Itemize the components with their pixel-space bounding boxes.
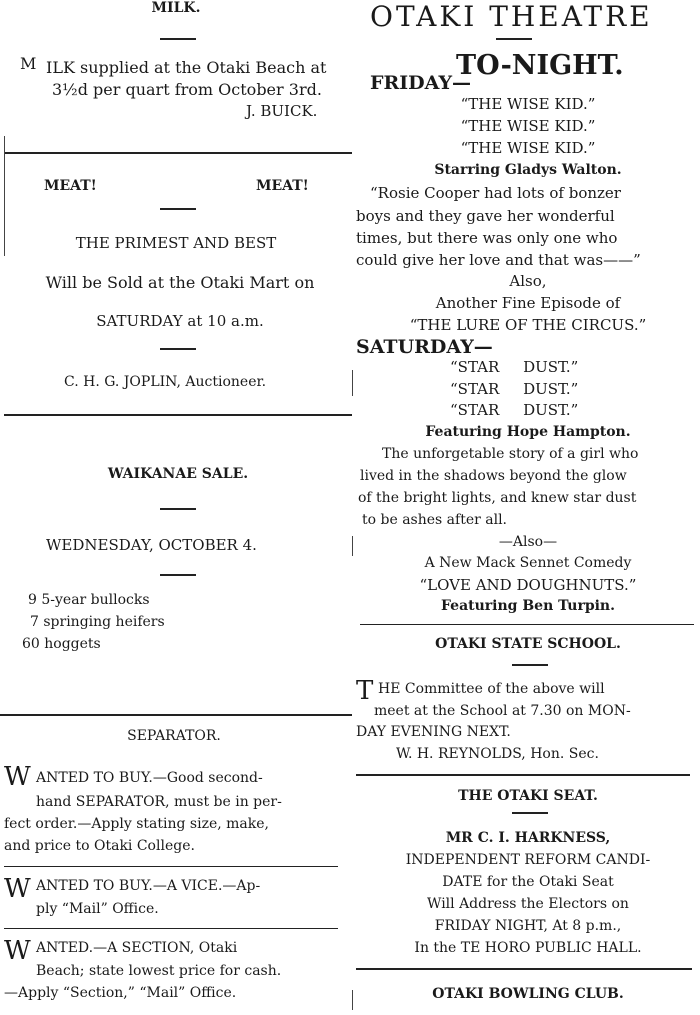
gutter-mark [352, 536, 353, 556]
seat-line: In the TE HORO PUBLIC HALL. [414, 940, 642, 956]
school-divider [512, 664, 548, 666]
saturday-film: “STAR DUST.” [450, 358, 579, 376]
friday-blurb: could give her love and that was——” [356, 251, 641, 269]
meat-divider-2 [160, 348, 196, 350]
theatre-tonight: TO-NIGHT. [456, 50, 624, 81]
friday-heading: FRIDAY— [370, 72, 472, 94]
seat-divider [512, 812, 548, 814]
saturday-heading: SATURDAY— [356, 336, 493, 358]
school-line2: meet at the School at 7.30 on MON- [374, 703, 631, 719]
comedy-star: Featuring Ben Turpin. [441, 598, 615, 614]
saturday-blurb: The unforgetable story of a girl who [382, 446, 639, 462]
milk-line1: ILK supplied at the Otaki Beach at [46, 58, 327, 77]
friday-film: “THE WISE KID.” [460, 95, 596, 113]
seat-heading: THE OTAKI SEAT. [458, 788, 598, 804]
seat-line: INDEPENDENT REFORM CANDI- [405, 852, 651, 868]
friday-film: “THE WISE KID.” [460, 139, 596, 157]
seat-line: DATE for the Otaki Seat [442, 874, 614, 890]
rule-meat [4, 414, 352, 416]
school-line1: HE Committee of the above will [378, 681, 605, 697]
also2-label: —Also— [498, 534, 558, 550]
waikanae-divider [160, 508, 196, 510]
meat-auctioneer: C. H. G. JOPLIN, Auctioneer. [64, 374, 267, 390]
school-signature: W. H. REYNOLDS, Hon. Sec. [396, 746, 599, 762]
saturday-blurb: lived in the shadows beyond the glow [360, 468, 627, 484]
separator-heading: SEPARATOR. [127, 728, 221, 744]
rule-vice [4, 928, 338, 929]
saturday-film: “STAR DUST.” [450, 401, 579, 419]
saturday-blurb: of the bright lights, and knew star dust [358, 490, 637, 506]
theatre-divider [496, 38, 532, 40]
rule-waikanae [0, 714, 352, 716]
friday-blurb: “Rosie Cooper had lots of bonzer [370, 184, 621, 202]
section-line1: ANTED.—A SECTION, Otaki [36, 940, 238, 956]
episode-label: Another Fine Episode of [435, 294, 621, 312]
friday-blurb: times, but there was only one who [356, 229, 618, 247]
waikanae-item: 9 5-year bullocks [28, 592, 150, 608]
meat-line1: THE PRIMEST AND BEST [75, 234, 277, 252]
separator-line4: and price to Otaki College. [4, 838, 195, 854]
seat-line: FRIDAY NIGHT, At 8 p.m., [434, 918, 622, 934]
also-label: Also, [509, 272, 547, 290]
friday-film: “THE WISE KID.” [460, 117, 596, 135]
saturday-film: “STAR DUST.” [450, 380, 579, 398]
meat-right-heading: MEAT! [256, 178, 309, 194]
vice-drop-cap: W [4, 874, 31, 904]
waikanae-heading: WAIKANAE SALE. [107, 466, 249, 482]
milk-drop-cap: M [20, 54, 37, 73]
serial-title: “THE LURE OF THE CIRCUS.” [409, 316, 647, 334]
seat-line: Will Address the Electors on [427, 896, 629, 912]
waikanae-item: 7 springing heifers [30, 614, 165, 630]
vice-line2: ply “Mail” Office. [36, 901, 159, 917]
separator-line1: ANTED TO BUY.—Good second- [36, 770, 263, 786]
friday-blurb: boys and they gave her wonderful [356, 207, 615, 225]
milk-divider [160, 38, 196, 40]
waikanae-divider-2 [160, 574, 196, 576]
saturday-star: Featuring Hope Hampton. [425, 424, 631, 440]
school-heading: OTAKI STATE SCHOOL. [435, 636, 621, 652]
milk-line2: 3½d per quart from October 3rd. [52, 80, 322, 99]
gutter-mark [352, 370, 353, 396]
vice-line1: ANTED TO BUY.—A VICE.—Ap- [36, 878, 261, 894]
comedy-label: A New Mack Sennet Comedy [424, 555, 632, 571]
separator-drop-cap: W [4, 762, 31, 792]
friday-star: Starring Gladys Walton. [434, 162, 622, 178]
section-line2: Beach; state lowest price for cash. [36, 963, 282, 979]
separator-line3: fect order.—Apply stating size, make, [4, 816, 269, 832]
rule-school [356, 774, 690, 776]
rule-milk [4, 152, 352, 154]
school-drop-cap: T [356, 676, 374, 706]
gutter-mark [352, 990, 353, 1010]
waikanae-date: WEDNESDAY, OCTOBER 4. [46, 536, 257, 554]
meat-divider [160, 208, 196, 210]
school-line3: DAY EVENING NEXT. [356, 724, 511, 740]
seat-line: MR C. I. HARKNESS, [445, 830, 611, 846]
meat-line2: Will be Sold at the Otaki Mart on [45, 273, 315, 292]
bowling-heading: OTAKI BOWLING CLUB. [432, 986, 624, 1002]
gutter-mark [4, 136, 5, 256]
milk-heading: MILK. [151, 0, 201, 16]
theatre-title: OTAKI THEATRE [370, 0, 653, 33]
meat-left-heading: MEAT! [44, 178, 97, 194]
meat-line3: SATURDAY at 10 a.m. [96, 312, 264, 330]
comedy-title: “LOVE AND DOUGHNUTS.” [419, 576, 637, 594]
milk-signature: J. BUICK. [246, 102, 318, 120]
separator-line2: hand SEPARATOR, must be in per- [36, 794, 282, 810]
saturday-blurb: to be ashes after all. [362, 512, 508, 528]
section-drop-cap: W [4, 936, 31, 966]
waikanae-item: 60 hoggets [22, 636, 101, 652]
rule-separator [4, 866, 338, 867]
rule-theatre [360, 624, 694, 625]
rule-seat [356, 968, 692, 970]
section-line3: —Apply “Section,” “Mail” Office. [4, 985, 237, 1001]
